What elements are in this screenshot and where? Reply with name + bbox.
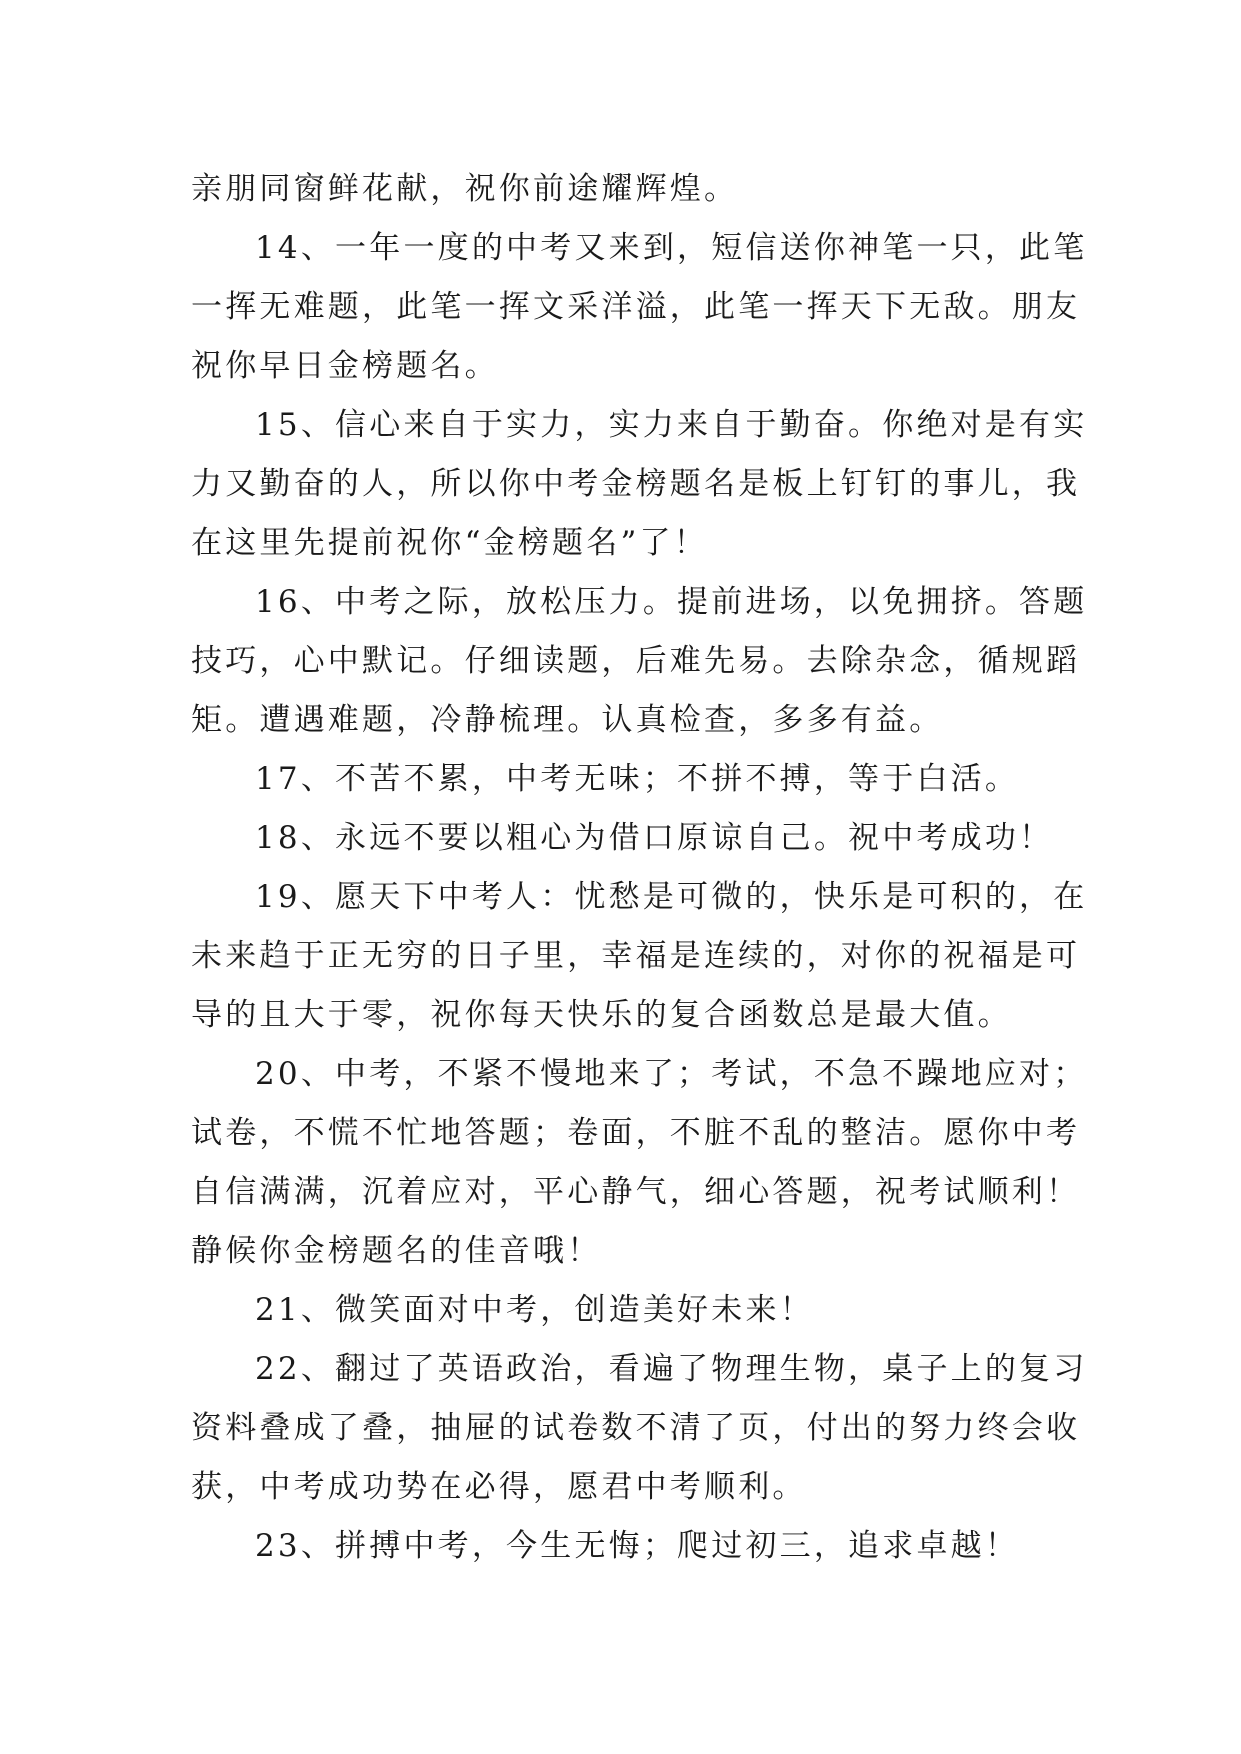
text-line: 祝你早日金榜题名。 [191, 348, 499, 384]
text-line: 未来趋于正无穷的日子里，幸福是连续的，对你的祝福是可 [191, 938, 1081, 974]
item-21-line: 21、微笑面对中考，创造美好未来！ [255, 1292, 814, 1328]
text-line: 资料叠成了叠，抽屉的试卷数不清了页，付出的努力终会收 [191, 1410, 1081, 1446]
text-line: 矩。遭遇难题，冷静梳理。认真检查，多多有益。 [191, 702, 944, 738]
text-line: 静候你金榜题名的佳音哦！ [191, 1233, 602, 1269]
item-15-line: 15、信心来自于实力，实力来自于勤奋。你绝对是有实 [255, 407, 1088, 443]
text-line: 技巧，心中默记。仔细读题，后难先易。去除杂念，循规蹈 [191, 643, 1081, 679]
item-18-line: 18、永远不要以粗心为借口原谅自己。祝中考成功！ [255, 820, 1054, 856]
item-20-line: 20、中考，不紧不慢地来了；考试，不急不躁地应对； [255, 1056, 1088, 1092]
text-line: 在这里先提前祝你“金榜题名”了！ [191, 525, 708, 561]
item-16-line: 16、中考之际，放松压力。提前进场，以免拥挤。答题 [255, 584, 1088, 620]
text-line: 试卷，不慌不忙地答题；卷面，不脏不乱的整洁。愿你中考 [191, 1115, 1081, 1151]
item-14-line: 14、一年一度的中考又来到，短信送你神笔一只，此笔 [255, 230, 1088, 266]
text-line: 自信满满，沉着应对，平心静气，细心答题，祝考试顺利！ [191, 1174, 1081, 1210]
item-23-line: 23、拼搏中考，今生无悔；爬过初三，追求卓越！ [255, 1528, 1020, 1564]
text-line: 亲朋同窗鲜花献，祝你前途耀辉煌。 [191, 171, 739, 207]
text-line: 一挥无难题，此笔一挥文采洋溢，此笔一挥天下无敌。朋友 [191, 289, 1081, 325]
text-line: 力又勤奋的人，所以你中考金榜题名是板上钉钉的事儿，我 [191, 466, 1081, 502]
item-17-line: 17、不苦不累，中考无味；不拼不搏，等于白活。 [255, 761, 1020, 797]
text-line: 获，中考成功势在必得，愿君中考顺利。 [191, 1469, 807, 1505]
document-body [191, 160, 1088, 1576]
item-19-line: 19、愿天下中考人：忧愁是可微的，快乐是可积的，在 [255, 879, 1088, 915]
item-22-line: 22、翻过了英语政治，看遍了物理生物，桌子上的复习 [255, 1351, 1088, 1387]
text-line: 导的且大于零，祝你每天快乐的复合函数总是最大值。 [191, 997, 1012, 1033]
